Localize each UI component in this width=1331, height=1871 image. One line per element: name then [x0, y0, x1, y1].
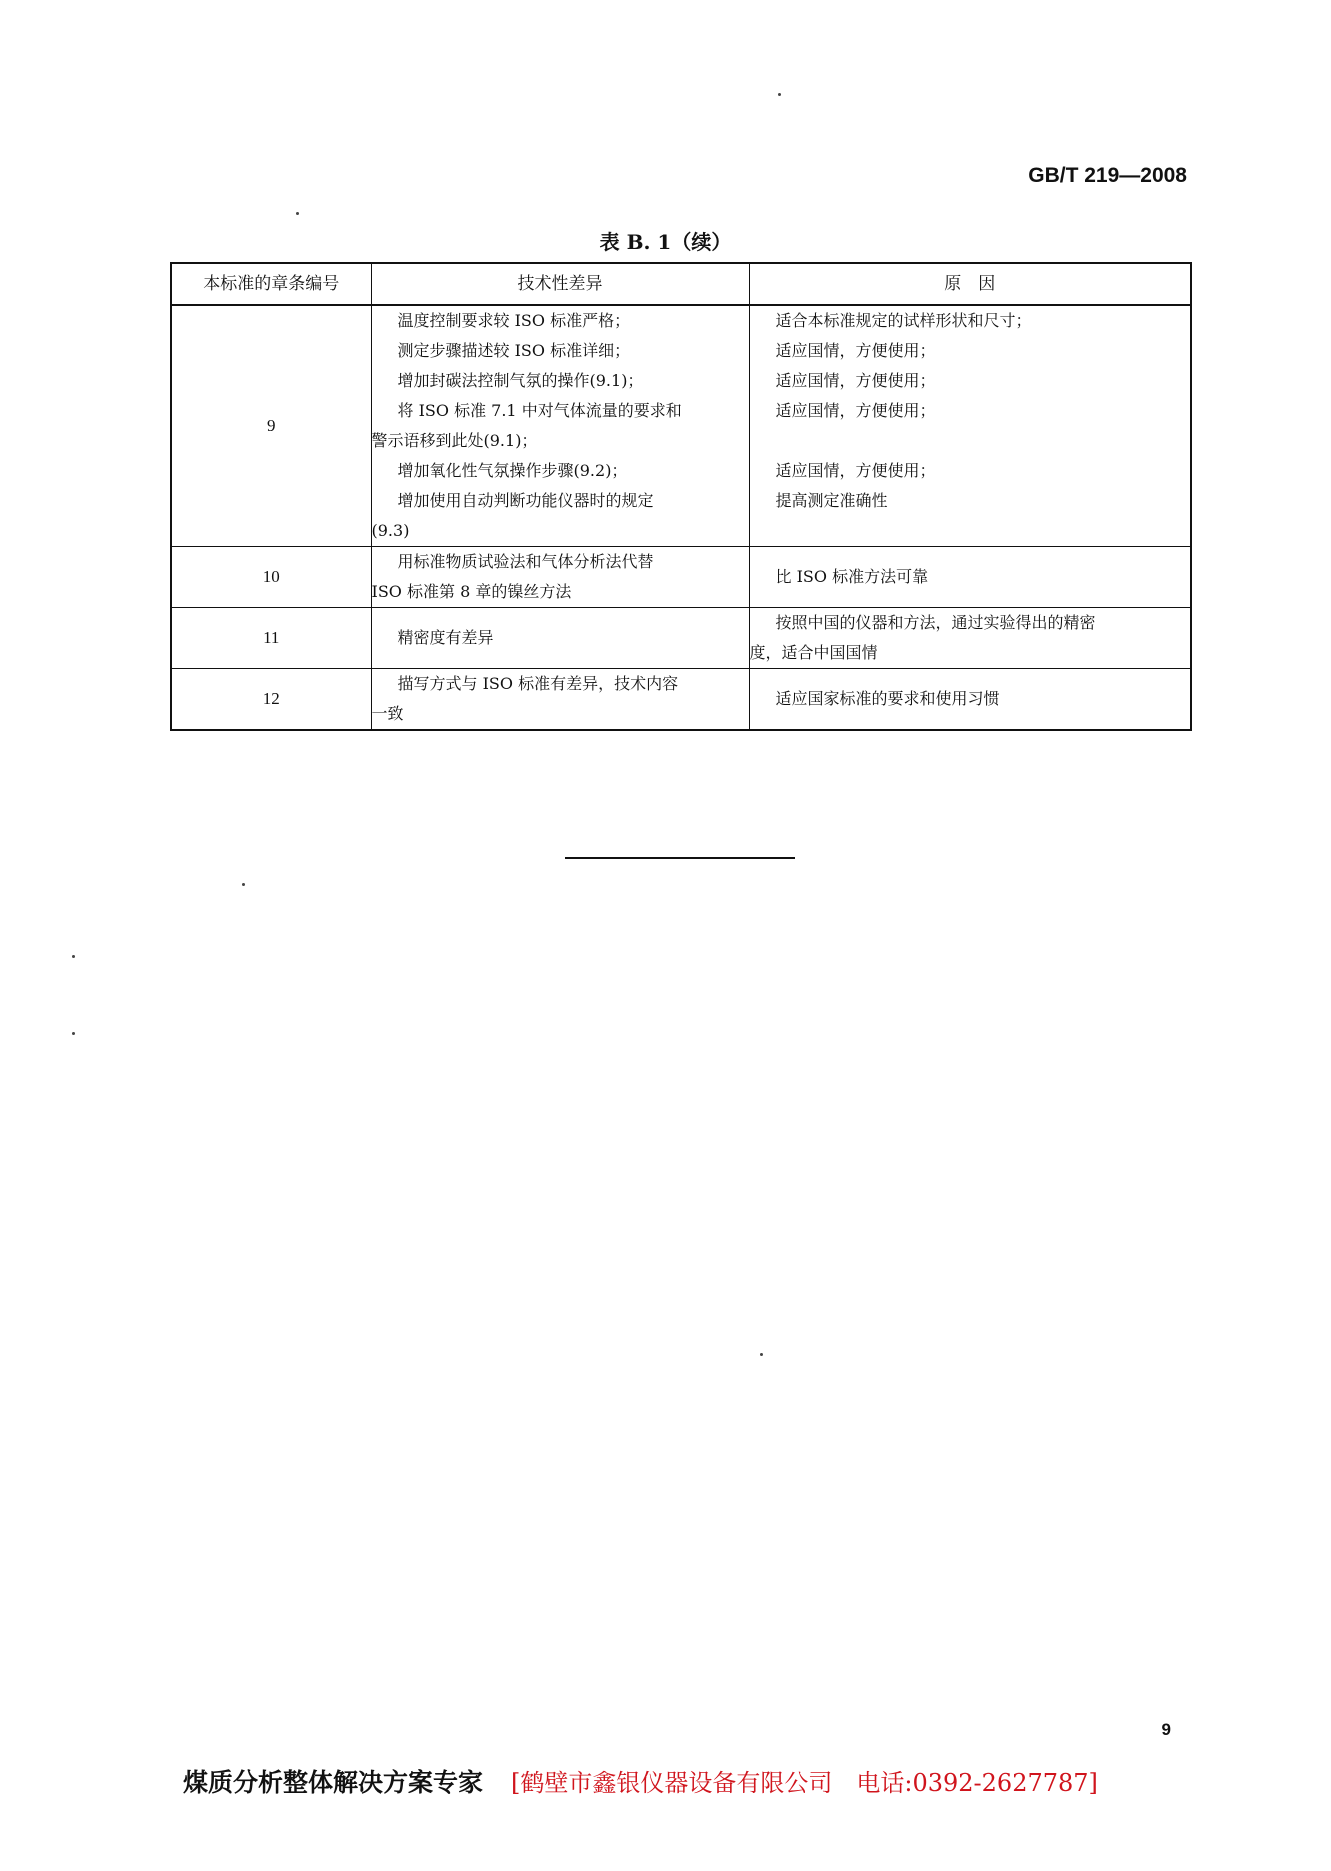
difference-line: 温度控制要求较 ISO 标准严格； — [397, 311, 631, 330]
reason-line: 按照中国的仪器和方法，通过实验得出的精密 — [775, 613, 1096, 632]
scan-speck — [72, 955, 75, 958]
page-number: 9 — [1161, 1720, 1171, 1739]
scan-speck — [778, 93, 781, 96]
difference-line: 警示语移到此处(9.1)； — [371, 431, 538, 450]
clause-number: 9 — [171, 305, 371, 547]
table-row — [171, 669, 1191, 731]
table-row — [171, 608, 1191, 669]
reason-line: 提高测定准确性 — [775, 491, 888, 510]
difference-line: 描写方式与 ISO 标准有差异，技术内容 — [397, 674, 679, 693]
reason-spacer — [750, 426, 1191, 456]
difference-cell — [371, 547, 749, 608]
reason-cell — [749, 669, 1191, 731]
reason-line: 度，适合中国国情 — [749, 643, 878, 662]
reason-line: 适应国情，方便使用； — [775, 401, 936, 420]
reason-cell — [749, 608, 1191, 669]
reason-line: 适应国家标准的要求和使用习惯 — [775, 689, 1000, 708]
clause-number: 10 — [171, 547, 371, 608]
reason-line: 适合本标准规定的试样形状和尺寸； — [775, 311, 1032, 330]
table-header-row — [171, 263, 1191, 305]
reason-line: 适应国情，方便使用； — [775, 341, 936, 360]
reason-cell — [749, 547, 1191, 608]
difference-line: 增加氧化性气氛操作步骤(9.2)； — [397, 461, 628, 480]
difference-line: 用标准物质试验法和气体分析法代替 — [397, 552, 654, 571]
footer-company: [鹤壁市鑫银仪器设备有限公司 电话:0392-2627787] — [511, 1769, 1098, 1797]
footer-banner — [183, 1763, 1098, 1803]
difference-line: 测定步骤描述较 ISO 标准详细； — [397, 341, 631, 360]
difference-line: 一致 — [371, 704, 404, 723]
column-header-difference: 技术性差异 — [371, 263, 749, 305]
end-divider — [565, 857, 795, 859]
difference-line: 增加使用自动判断功能仪器时的规定 — [397, 491, 654, 510]
reason-line: 适应国情，方便使用； — [775, 461, 936, 480]
difference-line: (9.3) — [371, 521, 410, 540]
difference-cell — [371, 608, 749, 669]
document-code: GB/T 219—2008 — [1028, 164, 1187, 187]
clause-number: 11 — [171, 608, 371, 669]
difference-line: ISO 标准第 8 章的镍丝方法 — [371, 582, 572, 601]
clause-number: 12 — [171, 669, 371, 731]
table-title: 表 B. 1（续） — [599, 230, 732, 254]
reason-line: 适应国情，方便使用； — [775, 371, 936, 390]
difference-cell — [371, 305, 749, 547]
scan-speck — [242, 883, 245, 886]
scan-speck — [72, 1032, 75, 1035]
footer-slogan: 煤质分析整体解决方案专家 — [183, 1768, 484, 1797]
difference-line: 将 ISO 标准 7.1 中对气体流量的要求和 — [397, 401, 682, 420]
difference-line: 增加封碳法控制气氛的操作(9.1)； — [397, 371, 644, 390]
table-row — [171, 305, 1191, 547]
table-row — [171, 547, 1191, 608]
reason-line: 比 ISO 标准方法可靠 — [775, 567, 929, 586]
differences-table — [170, 262, 1192, 731]
column-header-reason: 原 因 — [749, 263, 1191, 305]
reason-cell — [749, 305, 1191, 547]
scan-speck — [296, 212, 299, 215]
column-header-clause: 本标准的章条编号 — [171, 263, 371, 305]
difference-cell — [371, 669, 749, 731]
difference-line: 精密度有差异 — [397, 628, 494, 647]
scan-speck — [760, 1353, 763, 1356]
